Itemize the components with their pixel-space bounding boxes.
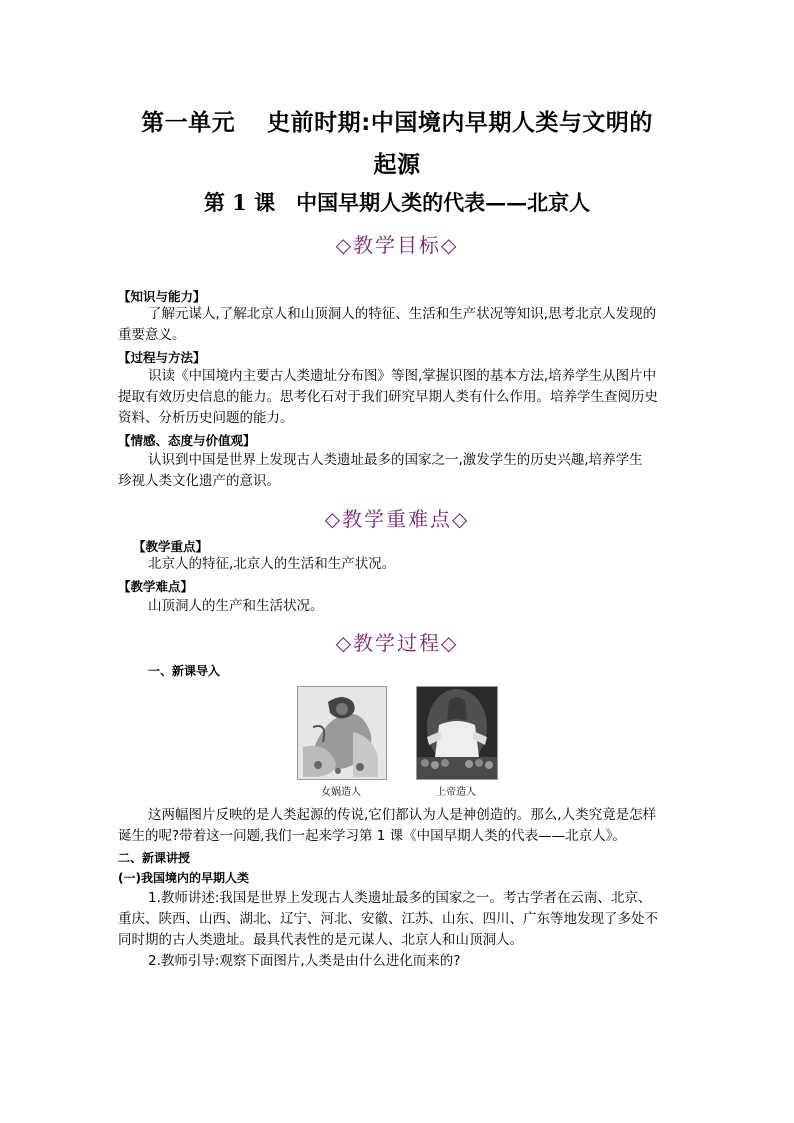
knowledge-line-2: 重要意义。 bbox=[118, 327, 186, 343]
process-method-line-2: 提取有效历史信息的能力。思考化石对于我们研究早期人类有什么作用。培养学生查阅历史 bbox=[118, 389, 658, 405]
intro-paragraph-line-1: 这两幅图片反映的是人类起源的传说,它们都认为人是神创造的。那么,人类究竟是怎样 bbox=[148, 807, 657, 823]
section-heading-goals: ◇教学目标◇ bbox=[335, 233, 459, 257]
paragraph1-line-1: 1.教师讲述:我国是世界上发现古人类遗址最多的国家之一。考古学者在云南、北京、 bbox=[148, 890, 652, 906]
process-method-line-1: 识读《中国境内主要古人类遗址分布图》等图,掌握识图的基本方法,培养学生从图片中 bbox=[148, 368, 657, 384]
focus-text: 北京人的特征,北京人的生活和生产状况。 bbox=[148, 556, 396, 572]
emotion-line-1: 认识到中国是世界上发现古人类遗址最多的国家之一,激发学生的历史兴趣,培养学生 bbox=[148, 452, 643, 468]
image2-caption: 上帝造人 bbox=[436, 787, 476, 798]
unit-title-line1: 第一单元 史前时期:中国境内早期人类与文明的 bbox=[141, 110, 653, 136]
intro-heading: 一、新课导入 bbox=[148, 664, 221, 678]
god-illustration bbox=[416, 686, 498, 780]
emotion-label: 【情感、态度与价值观】 bbox=[118, 433, 256, 448]
subsection-heading: (一)我国境内的早期人类 bbox=[118, 871, 249, 885]
paragraph1-line-2: 重庆、陕西、山西、湖北、辽宁、河北、安徽、江苏、山东、四川、广东等地发现了多处不 bbox=[118, 911, 658, 927]
paragraph1-line-3: 同时期的古人类遗址。最具代表性的是元谋人、北京人和山顶洞人。 bbox=[118, 932, 523, 948]
process-method-label: 【过程与方法】 bbox=[118, 350, 206, 365]
section-heading-process: ◇教学过程◇ bbox=[335, 631, 459, 655]
difficulty-label: 【教学难点】 bbox=[118, 579, 194, 594]
emotion-line-2: 珍视人类文化遗产的意识。 bbox=[118, 473, 280, 489]
unit-title-line2: 起源 bbox=[373, 152, 421, 178]
lesson-title: 第 1 课 中国早期人类的代表——北京人 bbox=[203, 190, 591, 215]
intro-paragraph-line-2: 诞生的呢?带着这一问题,我们一起来学习第 1 课《中国早期人类的代表——北京人》。 bbox=[118, 828, 626, 844]
nuwa-illustration bbox=[297, 686, 387, 780]
image1-caption: 女娲造人 bbox=[321, 787, 361, 798]
knowledge-label: 【知识与能力】 bbox=[118, 289, 206, 304]
section-heading-key-points: ◇教学重难点◇ bbox=[324, 507, 470, 531]
knowledge-line-1: 了解元谋人,了解北京人和山顶洞人的特征、生活和生产状况等知识,思考北京人发现的 bbox=[148, 306, 657, 322]
focus-label: 【教学重点】 bbox=[133, 539, 209, 554]
paragraph2-line-1: 2.教师引导:观察下面图片,人类是由什么进化而来的? bbox=[148, 953, 461, 969]
process-method-line-3: 资料、分析历史问题的能力。 bbox=[118, 410, 294, 426]
new-lesson-heading: 二、新课讲授 bbox=[118, 851, 191, 865]
difficulty-text: 山顶洞人的生产和生活状况。 bbox=[148, 598, 324, 614]
